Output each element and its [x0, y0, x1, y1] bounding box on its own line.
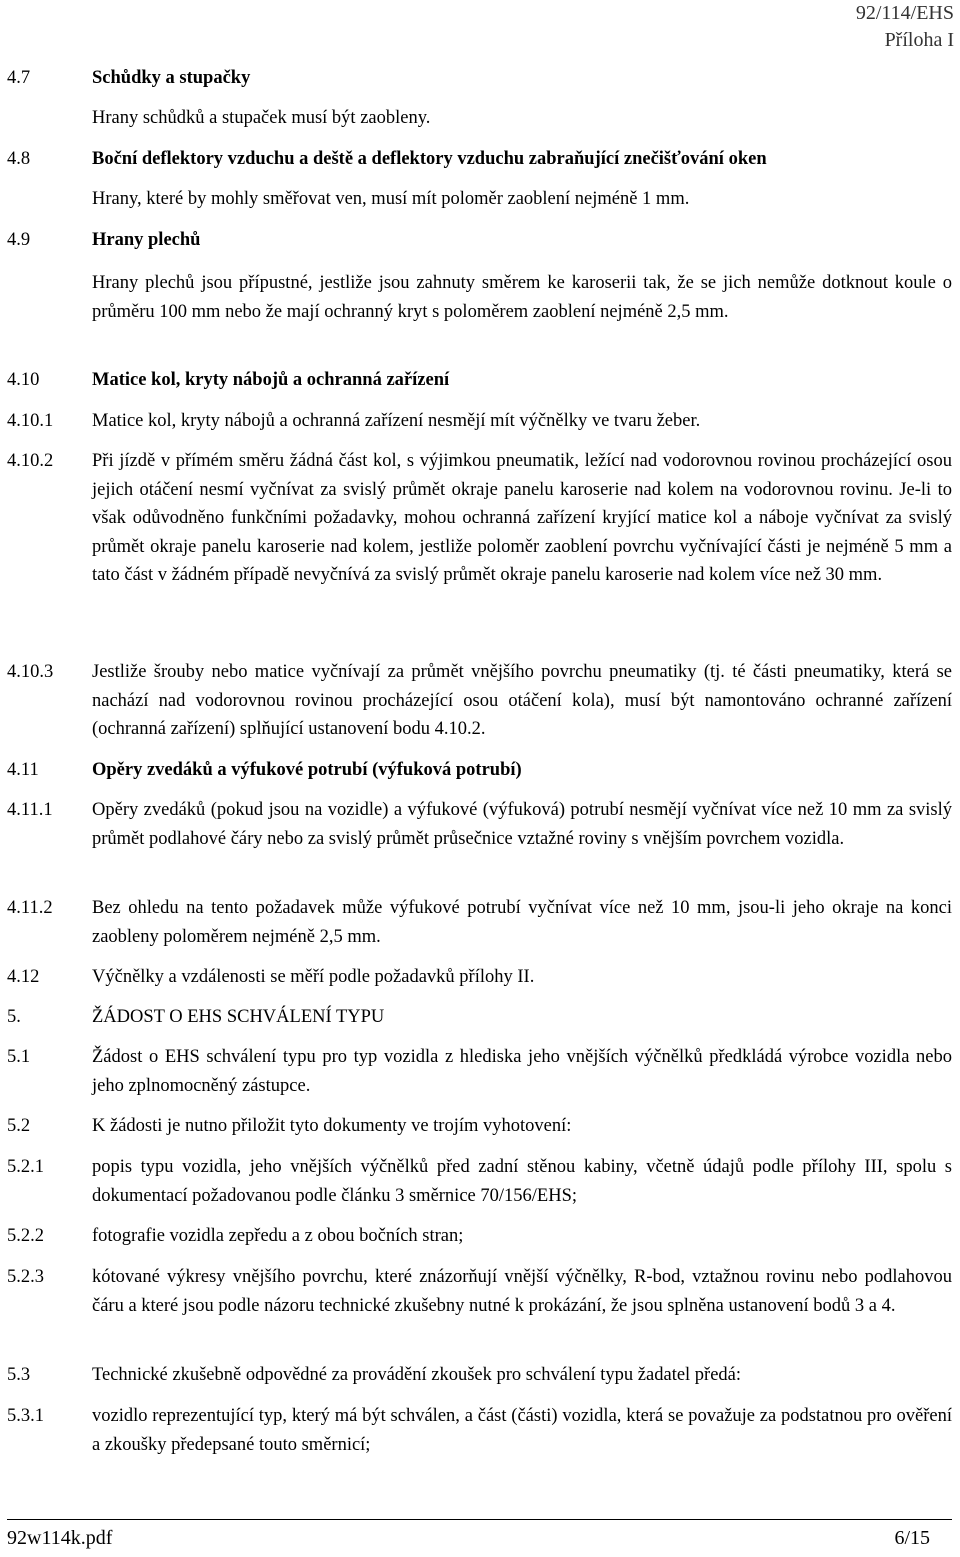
paragraph-text: Hrany, které by mohly směřovat ven, musí mít poloměr zaoblení nejméně 1 mm.	[92, 189, 690, 209]
paragraph-number: 5.2.2	[7, 1226, 44, 1246]
paragraph-number: 5.3.1	[7, 1406, 44, 1426]
paragraph	[7, 269, 952, 326]
paragraph-text: Hrany schůdků a stupaček musí být zaobleny.	[92, 108, 431, 128]
paragraph-text: fotografie vozidla zepředu a z obou bočních stran;	[92, 1226, 464, 1246]
paragraph-text: popis typu vozidla, jeho vnějších výčnělků před zadní stěnou kabiny, včetně údajů podle přílohy III, spolu s dokumentací požadovanou podle článku 3 směrnice 70/156/EHS;	[92, 1157, 952, 1206]
paragraph-text: Žádost o EHS schválení typu pro typ vozidla z hlediska jeho vnějších výčnělků předkládá výrobce vozidla nebo jeho zplnomocněný zástupce.	[92, 1047, 952, 1096]
paragraph-text: Bez ohledu na tento požadavek může výfukové potrubí vyčnívat více než 10 mm, jsou-li jeho okraje na konci zaobleny poloměrem nejméně 2,5 mm.	[92, 898, 952, 947]
paragraph-text: Při jízdě v přímém směru žádná část kol, s výjimkou pneumatik, ležící nad vodorovnou rovinou procházející osou jejich otáčení nesmí vyčnívat za svislý průmět okraje panelu karoserie nad kolem na vodorovnou rovinu. Je-li to však odůvodněno funkčními požadavky, mohou ochranná zařízení kryjící matice kol a náboje vyčnívat za svislý průmět okraje panelu karoserie nad kolem, jestliže poloměr zaoblení povrchu vyčnívající části je nejméně 5 mm a tato část v žádném případě nevyčnívá za svislý průmět okraje panelu karoserie nad kolem více než 30 mm.	[92, 451, 952, 585]
section-heading	[7, 366, 952, 395]
paragraph	[7, 104, 952, 133]
numbered-paragraph	[7, 658, 952, 744]
section-title: Hrany plechů	[92, 230, 201, 250]
numbered-paragraph	[7, 1222, 952, 1251]
paragraph-number: 4.11.2	[7, 898, 53, 918]
paragraph-text: Matice kol, kryty nábojů a ochranná zařízení nesmějí mít výčnělky ve tvaru žeber.	[92, 411, 701, 431]
numbered-paragraph	[7, 1361, 952, 1390]
paragraph-number: 4.10.2	[7, 451, 54, 471]
section-title: Opěry zvedáků a výfukové potrubí (výfuková potrubí)	[92, 760, 522, 780]
section-heading	[7, 226, 952, 255]
numbered-paragraph	[7, 894, 952, 951]
paragraph-number: 4.12	[7, 967, 40, 987]
paragraph-text: Výčnělky a vzdálenosti se měří podle požadavků přílohy II.	[92, 967, 535, 987]
paragraph-number: 5.3	[7, 1365, 31, 1385]
paragraph	[7, 185, 952, 214]
footer-divider	[7, 1519, 952, 1520]
paragraph-text: kótované výkresy vnějšího povrchu, které znázorňují vnější výčnělky, R-bod, vztažnou rovinu nebo podlahovou čáru a které jsou podle názoru technické zkušebny nutné k prokázání, že jsou splněna ustanovení bodů 3 a 4.	[92, 1267, 952, 1316]
paragraph-number: 5.2.3	[7, 1267, 44, 1287]
section-number: 4.10	[7, 370, 40, 390]
page-header	[856, 0, 954, 54]
paragraph-text: K žádosti je nutno přiložit tyto dokumenty ve trojím vyhotovení:	[92, 1116, 572, 1136]
paragraph-number: 4.10.1	[7, 411, 54, 431]
section-title: Schůdky a stupačky	[92, 68, 251, 88]
paragraph-text: Hrany plechů jsou přípustné, jestliže jsou zahnuty směrem ke karoserii tak, že se jich nemůže dotknout koule o průměru 100 mm nebo že mají ochranný kryt s poloměrem zaoblení nejméně 2,5 mm.	[92, 273, 952, 322]
numbered-paragraph	[7, 1263, 952, 1320]
section-number: 4.11	[7, 760, 39, 780]
section-number: 4.8	[7, 149, 31, 169]
numbered-paragraph	[7, 1153, 952, 1210]
page-number: 6/15	[894, 1527, 930, 1549]
file-name: 92w114k.pdf	[7, 1527, 113, 1549]
paragraph-text: Jestliže šrouby nebo matice vyčnívají za průmět vnějšího povrchu pneumatiky (tj. té části pneumatiky, která se nachází nad vodorovnou rovinou procházející osou otáčení kola), musí být namontováno ochranné zařízení (ochranná zařízení) splňující ustanovení bodu 4.10.2.	[92, 662, 952, 739]
paragraph-text: Opěry zvedáků (pokud jsou na vozidle) a výfukové (výfuková) potrubí nesmějí vyčnívat více než 10 mm za svislý průmět podlahové čáry nebo za svislý průmět průsečnice vztažné roviny s vnějším povrchem vozidla.	[92, 800, 952, 849]
numbered-paragraph	[7, 1043, 952, 1100]
paragraph-text: Technické zkušebně odpovědné za provádění zkoušek pro schválení typu žadatel předá:	[92, 1365, 742, 1385]
section-heading	[7, 756, 952, 785]
annex-label: Příloha I	[884, 29, 954, 51]
paragraph-text: vozidlo reprezentující typ, který má být schválen, a část (části) vozidla, která se považuje za podstatnou pro ověření a zkoušky předepsané touto směrnicí;	[92, 1406, 952, 1455]
section-number: 4.7	[7, 68, 31, 88]
chapter-title: ŽÁDOST O EHS SCHVÁLENÍ TYPU	[92, 1007, 385, 1027]
section-number: 4.9	[7, 230, 31, 250]
paragraph-number: 4.10.3	[7, 662, 54, 682]
paragraph-number: 5.2.1	[7, 1157, 44, 1177]
numbered-paragraph	[7, 447, 952, 590]
chapter-heading	[7, 1003, 952, 1032]
paragraph-number: 5.2	[7, 1116, 31, 1136]
paragraph-number: 5.1	[7, 1047, 31, 1067]
numbered-paragraph	[7, 1402, 952, 1459]
numbered-paragraph	[7, 407, 952, 436]
numbered-paragraph	[7, 963, 952, 992]
chapter-number: 5.	[7, 1007, 21, 1027]
section-title: Matice kol, kryty nábojů a ochranná zařízení	[92, 370, 450, 390]
numbered-paragraph	[7, 1112, 952, 1141]
directive-reference: 92/114/EHS	[855, 2, 954, 24]
section-heading	[7, 145, 952, 174]
paragraph-number: 4.11.1	[7, 800, 53, 820]
numbered-paragraph	[7, 796, 952, 853]
section-heading	[7, 64, 952, 93]
section-title: Boční deflektory vzduchu a deště a deflektory vzduchu zabraňující znečišťování oken	[92, 149, 767, 169]
